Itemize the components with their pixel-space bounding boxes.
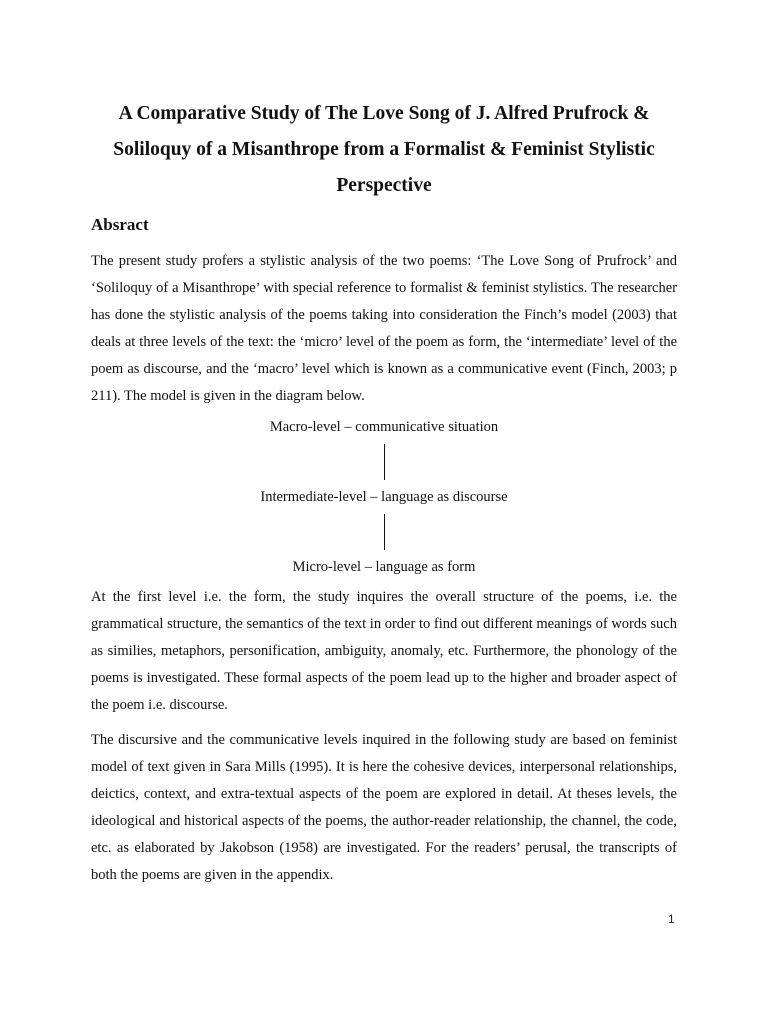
title-line-3: Perspective [336,175,432,196]
abstract-paragraph-1: The present study profers a stylistic analysis of the two poems: ‘The Love Song of Prufrock’ and ‘Soliloquy of a Misanthrope’ with special reference to formalist & feminist stylistics. The researcher has done the stylistic analysis of the poems taking into consideration the Finch’s model (2003) that deals at three levels of the text: the ‘micro’ level of the poem as form, the ‘intermediate’ level of the poem as discourse, and the ‘macro’ level which is known as a communicative event (Finch, 2003; p 211). The model is given in the diagram below. [91,253,677,404]
diagram-connector-line [384,444,385,480]
diagram-connector-line [384,514,385,550]
diagram-macro-level: Macro-level – communicative situation [269,419,499,435]
title-line-1: A Comparative Study of The Love Song of J. Alfred Prufrock & [118,103,650,124]
finch-model-diagram [91,418,677,576]
paper-title [91,96,677,204]
diagram-intermediate-level: Intermediate-level – language as discourse [260,489,508,505]
body-paragraph-3: The discursive and the communicative levels inquired in the following study are based on feminist model of text given in Sara Mills (1995). It is here the cohesive devices, interpersonal relationships, deictics, context, and extra-textual aspects of the poem are explored in detail. At theses levels, the ideological and historical aspects of the poems, the author-reader relationship, the channel, the code, etc. as elaborated by Jakobson (1958) are investigated. For the readers’ perusal, the transcripts of both the poems are given in the appendix. [91,732,677,883]
diagram-micro-level: Micro-level – language as form [292,559,476,575]
document-page [91,96,677,889]
page-number: 1 [668,912,675,926]
abstract-heading: Absract [91,215,149,234]
title-line-2: Soliloquy of a Misanthrope from a Formalist & Feminist Stylistic [113,139,655,160]
body-paragraph-2: At the first level i.e. the form, the study inquires the overall structure of the poems, i.e. the grammatical structure, the semantics of the text in order to find out different meanings of words such as similies, metaphors, personification, ambiguity, anomaly, etc. Furthermore, the phonology of the poems is investigated. These formal aspects of the poem lead up to the higher and broader aspect of the poem i.e. discourse. [91,589,677,713]
